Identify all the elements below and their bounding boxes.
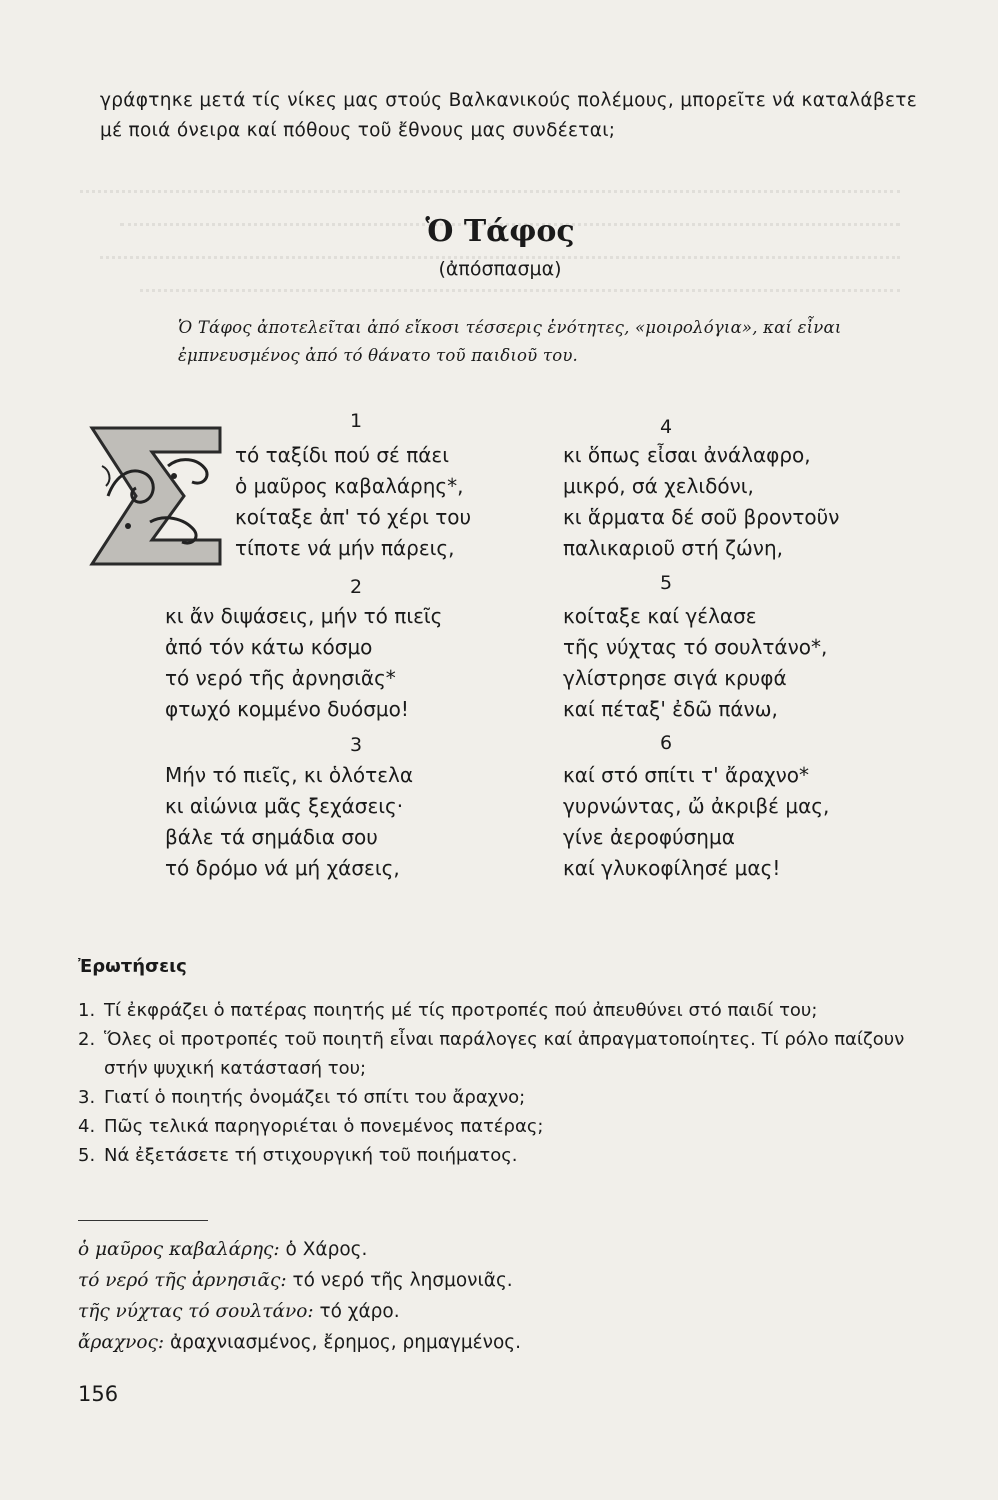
verse-line: καί γλυκοφίλησέ μας! [563,856,781,880]
verse-line: κοίταξε ἀπ' τό χέρι του [235,505,472,529]
verse-line: μικρό, σά χελιδόνι, [563,474,754,498]
question-text: Νά ἐξετάσετε τή στιχουργική τοῦ ποιήματος. [104,1145,518,1166]
verse-line: τό δρόμο νά μή χάσεις, [165,856,400,880]
stanza-2 [165,601,442,725]
footnote [78,1234,798,1265]
poem-title: Ὁ Τάφος [425,214,575,249]
footnote-definition: τό χάρο. [319,1301,400,1322]
footnote-term: τῆς νύχτας τό σουλτάνο: [78,1301,314,1322]
footnote-definition: ὁ Χάρος. [285,1239,368,1260]
footnote-term: τό νερό τῆς ἀρνησιᾶς: [78,1270,287,1291]
stanza-number: 1 [350,410,363,432]
footnote [78,1327,798,1358]
verse-line: καί πέταξ' ἐδῶ πάνω, [563,697,778,721]
stanza-number: 3 [350,734,363,756]
stanza-number: 5 [660,572,673,594]
verse-line: ἀπό τόν κάτω κόσμο [165,635,373,659]
stanza-number: 4 [660,416,673,438]
verse-line: φτωχό κομμένο δυόσμο! [165,697,409,721]
footnote [78,1296,798,1327]
verse-line: κι αἰώνια μᾶς ξεχάσεις· [165,794,404,818]
stanza-5 [563,601,827,725]
stanza-number: 2 [350,576,363,598]
ornamental-initial-sigma-icon [88,426,224,566]
stanza-4 [563,440,839,564]
footnote-term: ὁ μαῦρος καβαλάρης: [78,1239,280,1260]
questions-list [78,996,938,1170]
footnote-definition: ἀραχνιασμένος, ἔρημος, ρημαγμένος. [169,1332,522,1353]
question-number: 1. [78,1000,96,1021]
stanza-3 [165,760,413,884]
stanza-6 [563,760,829,884]
verse-line: Μήν τό πιεῖς, κι ὁλότελα [165,763,414,787]
verse-line: τίποτε νά μήν πάρεις, [235,536,455,560]
verse-line: τό νερό τῆς ἀρνησιᾶς* [165,666,396,690]
verse-line: κι ὅπως εἶσαι ἀνάλαφρο, [563,443,811,467]
questions-heading: Ἐρωτήσεις [78,956,187,977]
verse-line: τό ταξίδι πού σέ πάει [235,443,449,467]
question-number: 3. [78,1087,96,1108]
question-item [78,1083,938,1112]
question-text: Τί ἐκφράζει ὁ πατέρας ποιητής μέ τίς προτροπές πού ἀπευθύνει στό παιδί του; [104,1000,818,1021]
stanza-number: 6 [660,732,673,754]
footnote-divider [78,1220,208,1221]
question-item [78,1141,938,1170]
verse-line: παλικαριοῦ στή ζώνη, [563,536,784,560]
verse-line: γλίστρησε σιγά κρυφά [563,666,787,690]
poem-subtitle: (ἀπόσπασμα) [438,258,562,280]
verse-line: κοίταξε καί γέλασε [563,604,757,628]
question-text: Πῶς τελικά παρηγοριέται ὁ πονεμένος πατέρας; [104,1116,544,1137]
verse-line: γυρνώντας, ὤ ἀκριβέ μας, [563,794,830,818]
question-number: 2. [78,1029,96,1050]
question-item [78,996,938,1025]
verse-line: ὁ μαῦρος καβαλάρης*, [235,474,464,498]
question-text: Γιατί ὁ ποιητής ὀνομάζει τό σπίτι του ἄραχνο; [104,1087,526,1108]
footnote [78,1265,798,1296]
stanza-1 [235,440,471,564]
question-item [78,1112,938,1141]
question-number: 4. [78,1116,96,1137]
question-number: 5. [78,1145,96,1166]
verse-line: βάλε τά σημάδια σου [165,825,378,849]
question-item [78,1025,938,1083]
footnote-term: ἄραχνος: [78,1332,165,1353]
footnote-definition: τό νερό τῆς λησμονιᾶς. [292,1270,513,1291]
footnotes [78,1234,798,1358]
page-number: 156 [78,1382,119,1406]
verse-line: καί στό σπίτι τ' ἄραχνο* [563,763,809,787]
poem-note: Ὁ Τάφος ἀποτελεῖται ἀπό εἴκοσι τέσσερις ἑνότητες, «μοιρολόγια», καί εἶναι ἐμπνευσμένος ἀπό τό θάνατο τοῦ παιδιοῦ του. [178,318,842,365]
verse-line: γίνε ἀεροφύσημα [563,825,735,849]
intro-paragraph: γράφτηκε μετά τίς νίκες μας στούς Βαλκανικούς πολέμους, μπορεῖτε νά καταλάβετε μέ ποιά όνειρα καί πόθους τοῦ ἔθνους μας συνδέεται; [100,90,918,141]
question-text: Ὅλες οἱ προτροπές τοῦ ποιητῆ εἶναι παράλογες καί ἀπραγματοποίητες. Τί ρόλο παίζουν στήν ψυχική κατάστασή του; [104,1029,905,1079]
verse-line: τῆς νύχτας τό σουλτάνο*, [563,635,828,659]
verse-line: κι ἄν διψάσεις, μήν τό πιεῖς [165,604,443,628]
verse-line: κι ἅρματα δέ σοῦ βροντοῦν [563,505,840,529]
